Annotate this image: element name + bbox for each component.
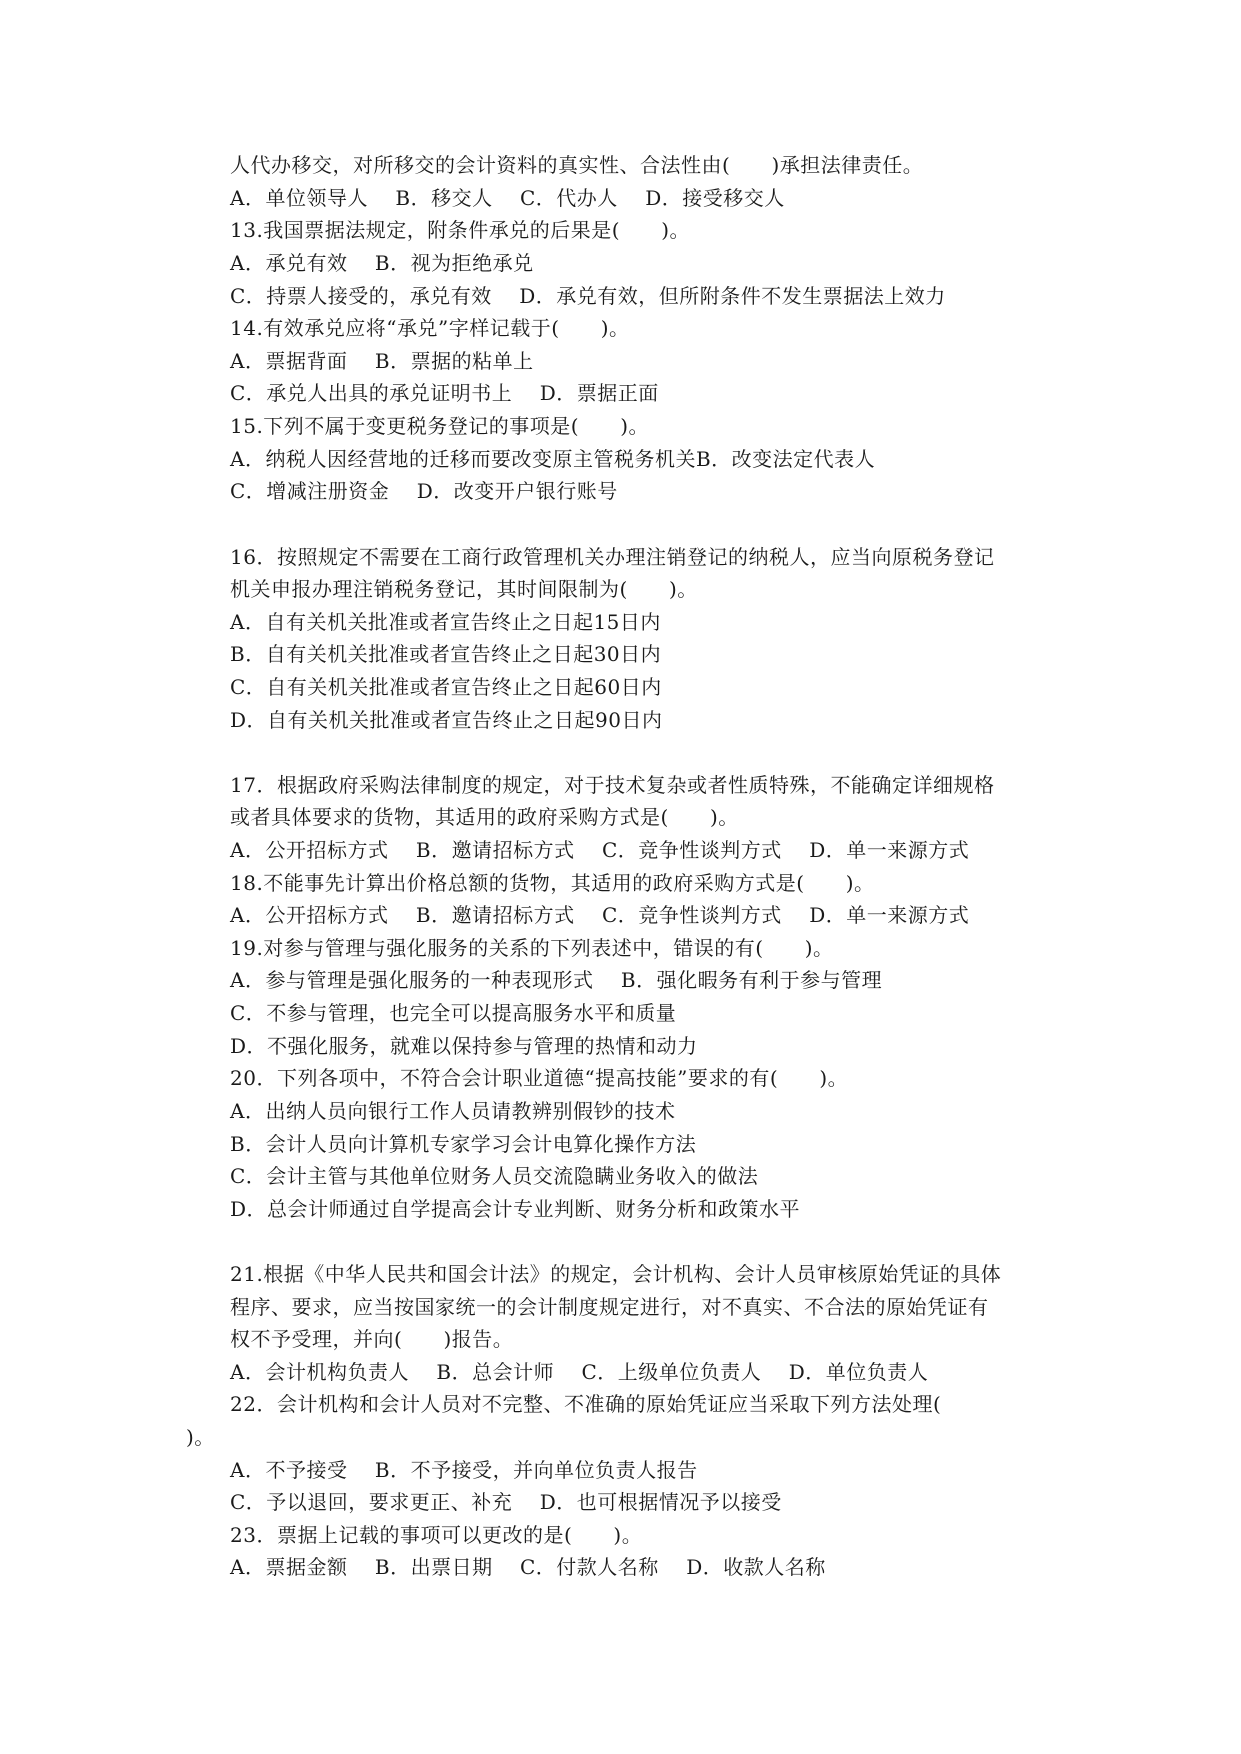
text-line: C．自有关机关批准或者宣告终止之日起60日内 (230, 675, 662, 699)
text-line: B．会计人员向计算机专家学习会计电算化操作方法 (230, 1132, 697, 1156)
text-line: 17．根据政府采购法律制度的规定，对于技术复杂或者性质特殊，不能确定详细规格 (230, 773, 995, 797)
text-line: 权不予受理，并向( )报告。 (230, 1327, 514, 1351)
text-line: A．参与管理是强化服务的一种表现形式 B．强化暇务有利于参与管理 (230, 968, 883, 992)
text-line: D．总会计师通过自学提高会计专业判断、财务分析和政策水平 (230, 1197, 801, 1221)
text-line: 18.不能事先计算出价格总额的货物，其适用的政府采购方式是( )。 (230, 871, 875, 895)
text-line: )。 (186, 1425, 215, 1449)
text-line: C．持票人接受的，承兑有效 D．承兑有效，但所附条件不发生票据法上效力 (230, 284, 946, 308)
text-line: A．公开招标方式 B．邀请招标方式 C．竞争性谈判方式 D．单一来源方式 (230, 903, 970, 927)
text-line: 22．会计机构和会计人员对不完整、不准确的原始凭证应当采取下列方法处理( (230, 1392, 942, 1416)
text-line: 机关申报办理注销税务登记，其时间限制为( )。 (230, 577, 698, 601)
text-line: 19.对参与管理与强化服务的关系的下列表述中，错误的有( )。 (230, 936, 834, 960)
text-line: A．纳税人因经营地的迁移而要改变原主管税务机关B．改变法定代表人 (230, 447, 876, 471)
text-line: 21.根据《中华人民共和国会计法》的规定，会计机构、会计人员审核原始凭证的具体 (230, 1262, 1002, 1286)
text-line: C．不参与管理，也完全可以提高服务水平和质量 (230, 1001, 677, 1025)
text-line: 14.有效承兑应将“承兑”字样记载于( )。 (230, 316, 630, 340)
text-line: A．出纳人员向银行工作人员请教辨别假钞的技术 (230, 1099, 676, 1123)
text-line: 23．票据上记载的事项可以更改的是( )。 (230, 1523, 643, 1547)
text-line: C．会计主管与其他单位财务人员交流隐瞒业务收入的做法 (230, 1164, 759, 1188)
text-line: B．自有关机关批准或者宣告终止之日起30日内 (230, 642, 662, 666)
text-line: 或者具体要求的货物，其适用的政府采购方式是( )。 (230, 805, 739, 829)
text-line: 20．下列各项中，不符合会计职业道德“提高技能”要求的有( )。 (230, 1066, 849, 1090)
text-line: 15.下列不属于变更税务登记的事项是( )。 (230, 414, 650, 438)
text-line: A．票据背面 B．票据的粘单上 (230, 349, 534, 373)
text-line: D．自有关机关批准或者宣告终止之日起90日内 (230, 708, 663, 732)
text-line: A．单位领导人 B．移交人 C．代办人 D．接受移交人 (230, 186, 785, 210)
text-line: A．不予接受 B．不予接受，并向单位负责人报告 (230, 1458, 698, 1482)
text-line: C．承兑人出具的承兑证明书上 D．票据正面 (230, 381, 659, 405)
text-line: A．承兑有效 B．视为拒绝承兑 (230, 251, 534, 275)
text-line: C．予以退回，要求更正、补充 D．也可根据情况予以接受 (230, 1490, 782, 1514)
text-line: A．公开招标方式 B．邀请招标方式 C．竞争性谈判方式 D．单一来源方式 (230, 838, 970, 862)
text-line: A．票据金额 B．出票日期 C．付款人名称 D．收款人名称 (230, 1555, 826, 1579)
text-line: 16．按照规定不需要在工商行政管理机关办理注销登记的纳税人，应当向原税务登记 (230, 545, 995, 569)
text-line: 13.我国票据法规定，附条件承兑的后果是( )。 (230, 218, 691, 242)
text-line: A．会计机构负责人 B．总会计师 C．上级单位负责人 D．单位负责人 (230, 1360, 929, 1384)
text-line: D．不强化服务，就难以保持参与管理的热情和动力 (230, 1034, 698, 1058)
text-line: A．自有关机关批准或者宣告终止之日起15日内 (230, 610, 661, 634)
text-line: C．增减注册资金 D．改变开户银行账号 (230, 479, 618, 503)
text-line: 人代办移交，对所移交的会计资料的真实性、合法性由( )承担法律责任。 (230, 153, 924, 177)
text-line: 程序、要求，应当按国家统一的会计制度规定进行，对不真实、不合法的原始凭证有 (230, 1295, 989, 1319)
